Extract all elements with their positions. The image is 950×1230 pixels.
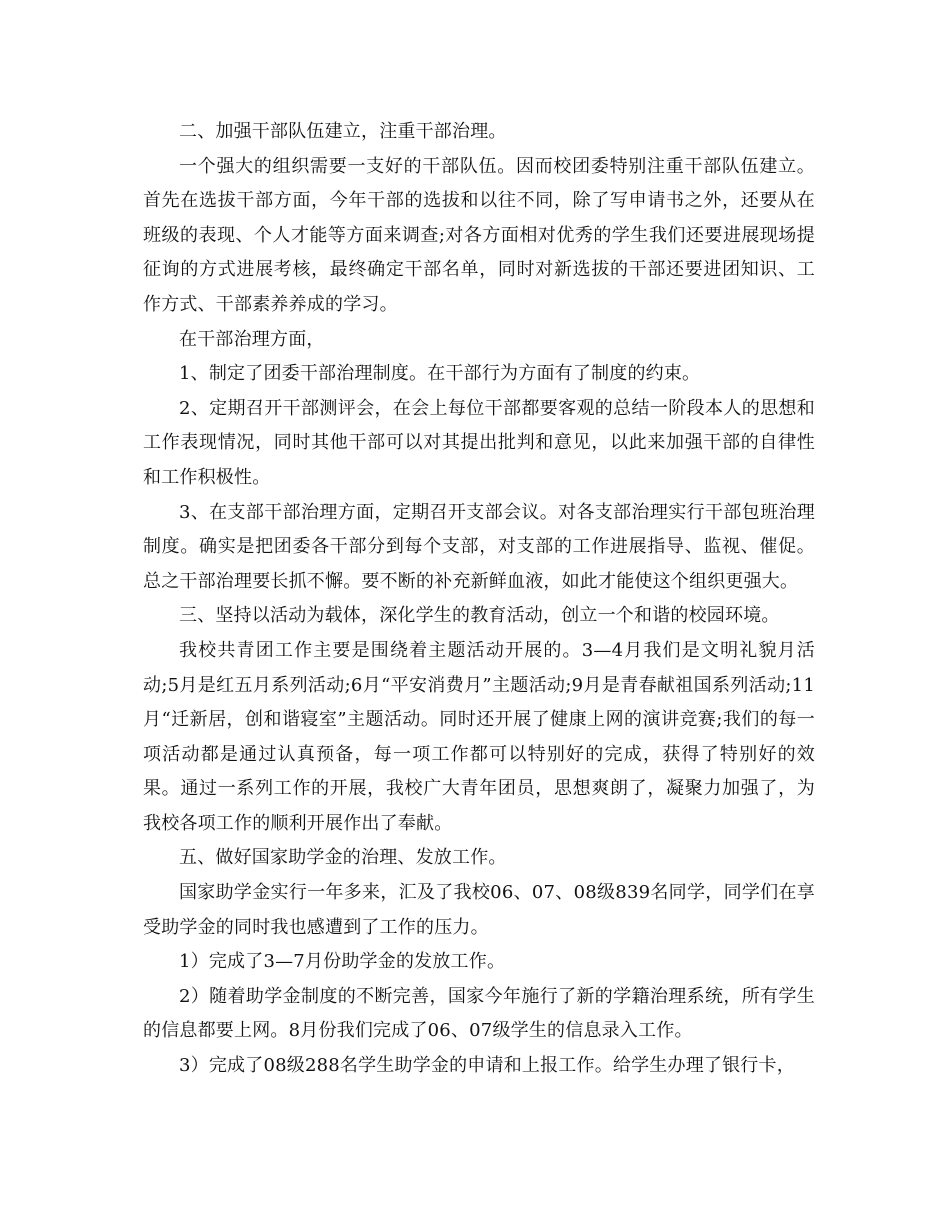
paragraph: 在干部治理方面， bbox=[179, 328, 325, 350]
list-item: 3）完成了08级288名学生助学金的申请和上报工作。给学生办理了银行卡， bbox=[179, 1055, 795, 1077]
section-heading: 二、加强干部队伍建立，注重干部治理。 bbox=[179, 121, 507, 142]
paragraph: 国家助学金实行一年多来，汇及了我校06、07、08级839名同学，同学们在享受助学金的同时我也感遭到了工作的压力。 bbox=[143, 882, 815, 938]
paragraph: 一个强大的组织需要一支好的干部队伍。因而校团委特别注重干部队伍建立。首先在选拔干部方面，今年干部的选拔和以往不同，除了写申请书之外，还要从在班级的表现、个人才能等方面来调查;对各方面相对优秀的学生我们还要进展现场提征询的方式进展考核，最终确定干部名单，同时对新选拔的干部还要进团知识、工作方式、干部素养养成的学习。 bbox=[143, 155, 815, 315]
section-heading: 三、坚持以活动为载体，深化学生的教育活动，创立一个和谐的校园环境。 bbox=[179, 605, 780, 627]
list-item: 3、在支部干部治理方面，定期召开支部会议。对各支部治理实行干部包班治理制度。确实是把团委各干部分到每个支部，对支部的工作进展指导、监视、催促。总之干部治理要长抓不懈。要不断的补充新鲜血液，如此才能使这个组织更强大。 bbox=[143, 501, 815, 592]
section-heading: 五、做好国家助学金的治理、发放工作。 bbox=[179, 847, 507, 869]
paragraph: 我校共青团工作主要是围绕着主题活动开展的。3—4月我们是文明礼貌月活动;5月是红五月系列活动;6月“平安消费月”主题活动;9月是青春献祖国系列活动;11月“迁新居，创和谐寝室”主题活动。同时还开展了健康上网的演讲竞赛;我们的每一项活动都是通过认真预备，每一项工作都可以特别好的完成，获得了特别好的效果。通过一系列工作的开展，我校广大青年团员，思想爽朗了，凝聚力加强了，为我校各项工作的顺利开展作出了奉献。 bbox=[143, 639, 815, 834]
list-item: 1、制定了团委干部治理制度。在干部行为方面有了制度的约束。 bbox=[179, 363, 701, 385]
list-item: 2、定期召开干部测评会，在会上每位干部都要客观的总结一阶段本人的思想和工作表现情况，同时其他干部可以对其提出批判和意见，以此来加强干部的自律性和工作积极性。 bbox=[143, 397, 815, 488]
document-body bbox=[143, 115, 815, 1084]
list-item: 1）完成了3—7月份助学金的发放工作。 bbox=[179, 951, 506, 973]
list-item: 2）随着助学金制度的不断完善，国家今年施行了新的学籍治理系统，所有学生的信息都要上网。8月份我们完成了06、07级学生的信息录入工作。 bbox=[143, 985, 815, 1042]
